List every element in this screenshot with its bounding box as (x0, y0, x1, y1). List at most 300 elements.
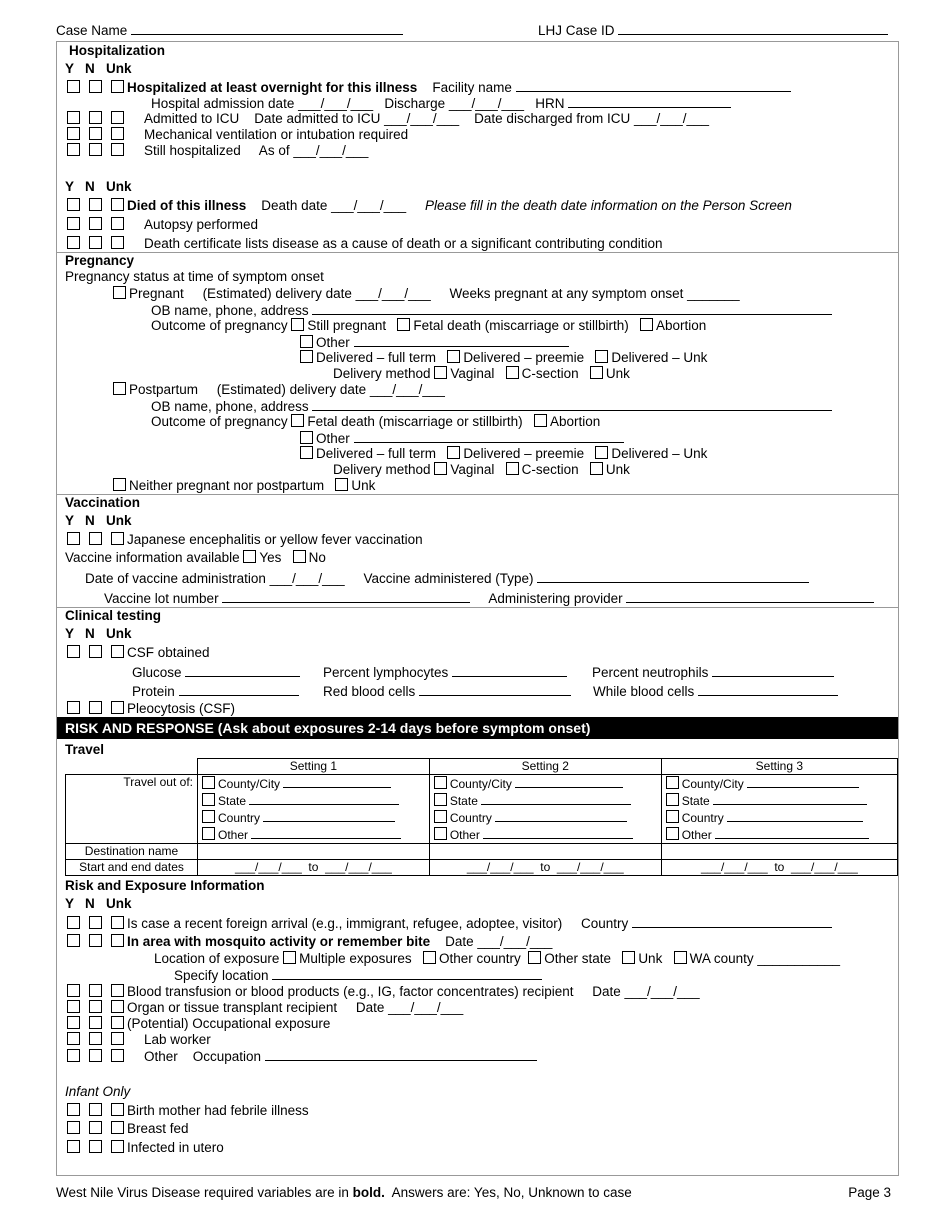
setting-3-options (661, 775, 897, 844)
breast-row (67, 1121, 189, 1137)
case-name-field[interactable] (131, 22, 403, 35)
csf-row (67, 645, 210, 661)
lot-label: Vaccine lot number (104, 591, 219, 606)
location-label: Location of exposure (154, 951, 280, 966)
checkbox[interactable] (89, 645, 102, 658)
abortion-label: Abortion (656, 318, 707, 333)
checkbox[interactable] (202, 827, 215, 840)
breast-label: Breast fed (127, 1121, 189, 1136)
checkbox[interactable] (89, 984, 102, 997)
checkbox[interactable] (67, 111, 80, 124)
still-label: Still hospitalized As of ___/___/___ (144, 143, 369, 158)
ob-label: OB name, phone, address (151, 399, 309, 414)
unk-label: Unk (605, 366, 630, 381)
option-label: Country (218, 811, 261, 825)
infant-title: Infant Only (65, 1084, 131, 1099)
facility-field[interactable] (516, 79, 791, 92)
occupation-field[interactable] (265, 1048, 537, 1061)
je-row (67, 532, 423, 548)
checkbox[interactable] (111, 532, 124, 545)
ob-field[interactable] (312, 398, 832, 411)
vaginal-label: Vaginal (450, 462, 495, 477)
admission-label: Hospital admission date ___/___/___ Discharge ___/___/___ HRN (151, 96, 565, 111)
option-label: Country (681, 811, 724, 825)
option-label: Other (218, 828, 249, 842)
icu-row (67, 111, 709, 127)
dates-field[interactable]: ___/___/___ to ___/___/___ (198, 860, 430, 876)
checkbox[interactable] (300, 335, 313, 348)
blood-label: Blood transfusion or blood products (e.g., IG, factor concentrates) recipient Date ___/___/___ (127, 984, 700, 999)
other-row (300, 334, 569, 351)
vaccine-lot-row (104, 590, 874, 607)
pregnancy-title: Pregnancy (65, 253, 135, 268)
checkbox[interactable] (89, 127, 102, 140)
mosquito-row (67, 934, 552, 950)
delivery-method-label: Delivery method (333, 462, 431, 477)
lab-label: Lab worker (144, 1032, 211, 1047)
vent-row (67, 127, 408, 143)
checkbox[interactable] (622, 951, 635, 964)
full-term-label: Delivered – full term (316, 350, 437, 365)
checkbox[interactable] (67, 80, 80, 93)
died-row (67, 198, 792, 214)
checkbox[interactable] (67, 1032, 80, 1045)
neut-label: Percent neutrophils (592, 665, 709, 680)
neut-row (592, 664, 834, 681)
delivered-unk-label: Delivered – Unk (611, 350, 708, 365)
checkbox[interactable] (111, 198, 124, 211)
other-country-label: Other country (438, 951, 521, 966)
certificate-row (67, 236, 663, 252)
checkbox[interactable] (89, 1032, 102, 1045)
checkbox[interactable] (89, 217, 102, 230)
admission-line (151, 95, 731, 112)
autopsy-label: Autopsy performed (144, 217, 259, 232)
lhj-case-id-field[interactable] (618, 22, 888, 35)
preemie-label: Delivered – preemie (463, 350, 585, 365)
divider (57, 252, 898, 253)
checkbox[interactable] (113, 286, 126, 299)
checkbox[interactable] (67, 1140, 80, 1153)
option-label: State (218, 794, 247, 808)
checkbox[interactable] (67, 143, 80, 156)
febrile-label: Birth mother had febrile illness (127, 1103, 309, 1118)
checkbox[interactable] (89, 701, 102, 714)
option-field[interactable] (481, 792, 631, 805)
checkbox[interactable] (202, 810, 215, 823)
utero-row (67, 1140, 224, 1156)
provider-field[interactable] (626, 590, 874, 603)
country-field[interactable] (632, 915, 832, 928)
checkbox[interactable] (89, 80, 102, 93)
rbc-field[interactable] (419, 683, 571, 696)
outcome-label: Outcome of pregnancy (151, 318, 288, 333)
form-box (56, 41, 899, 1176)
travel-out-label: Travel out of: (66, 775, 198, 844)
vaccine-date-label: Date of vaccine administration ___/___/___ (85, 571, 345, 586)
outcome-row (151, 318, 706, 334)
checkbox[interactable] (67, 934, 80, 947)
ynu-header: Y N Unk (65, 896, 132, 911)
checkbox[interactable] (111, 1049, 124, 1062)
option-field[interactable] (283, 775, 391, 788)
dates-label: Start and end dates (66, 860, 198, 876)
hospitalized-label: Hospitalized at least overnight for this illness (127, 80, 418, 95)
checkbox[interactable] (89, 1049, 102, 1062)
death-note: Please fill in the death date information on the Person Screen (424, 198, 792, 213)
pregnant-label: Pregnant (129, 286, 184, 301)
mosquito-date-label: Date ___/___/___ (445, 934, 553, 949)
provider-label: Administering provider (488, 591, 623, 606)
specify-field[interactable] (272, 967, 542, 980)
csf-label: CSF obtained (127, 645, 210, 660)
lhj-case-id-label: LHJ Case ID (538, 23, 615, 38)
postpartum-label: Postpartum (129, 382, 199, 397)
checkbox[interactable] (300, 446, 313, 459)
checkbox[interactable] (89, 143, 102, 156)
option-field[interactable] (715, 826, 869, 839)
checkbox[interactable] (67, 1103, 80, 1116)
checkbox[interactable] (113, 382, 126, 395)
yes-label: Yes (259, 550, 282, 565)
fetal-death-label: Fetal death (miscarriage or stillbirth) (307, 414, 523, 429)
checkbox[interactable] (447, 446, 460, 459)
multiple-label: Multiple exposures (299, 951, 412, 966)
icu-label: Admitted to ICU Date admitted to ICU ___/___/___ Date discharged from ICU ___/___/___ (144, 111, 710, 126)
checkbox[interactable] (434, 462, 447, 475)
option-field[interactable] (263, 809, 395, 822)
hospitalization-title: Hospitalization (69, 43, 166, 58)
checkbox[interactable] (67, 984, 80, 997)
option-label: Other (681, 828, 712, 842)
destination-field[interactable] (429, 844, 661, 860)
autopsy-row (67, 217, 258, 233)
divider (57, 607, 898, 608)
checkbox[interactable] (111, 701, 124, 714)
checkbox[interactable] (111, 645, 124, 658)
checkbox[interactable] (293, 550, 306, 563)
pleo-row (67, 701, 235, 717)
checkbox[interactable] (67, 217, 80, 230)
rbc-row (323, 683, 571, 700)
checkbox[interactable] (111, 1016, 124, 1029)
checkbox[interactable] (423, 951, 436, 964)
hrn-field[interactable] (568, 95, 731, 108)
weeks-label: Weeks pregnant at any symptom onset _______ (449, 286, 740, 301)
checkbox[interactable] (640, 318, 653, 331)
option-field[interactable] (713, 792, 867, 805)
fetal-death-label: Fetal death (miscarriage or stillbirth) (413, 318, 629, 333)
travel-title: Travel (65, 742, 105, 757)
checkbox[interactable] (447, 350, 460, 363)
checkbox[interactable] (89, 1121, 102, 1134)
checkbox[interactable] (202, 793, 215, 806)
lot-field[interactable] (222, 590, 470, 603)
protein-field[interactable] (179, 683, 299, 696)
dates-field[interactable]: ___/___/___ to ___/___/___ (661, 860, 897, 876)
other-field[interactable] (354, 334, 569, 347)
protein-row (132, 683, 299, 700)
checkbox[interactable] (595, 446, 608, 459)
option-field[interactable] (515, 775, 623, 788)
case-name-label: Case Name (56, 23, 128, 38)
checkbox[interactable] (534, 414, 547, 427)
risk-response-bar: RISK AND RESPONSE (Ask about exposures 2-14 days before symptom onset) (57, 717, 898, 739)
checkbox[interactable] (111, 984, 124, 997)
ob-row (151, 302, 832, 319)
utero-label: Infected in utero (127, 1140, 224, 1155)
option-field[interactable] (251, 826, 401, 839)
vaccine-date-row (85, 570, 809, 587)
glucose-field[interactable] (185, 664, 300, 677)
footer-answers: Answers are: Yes, No, Unknown to case (384, 1185, 632, 1200)
footer (56, 1185, 893, 1200)
protein-label: Protein (132, 684, 175, 699)
checkbox[interactable] (111, 111, 124, 124)
checkbox[interactable] (674, 951, 687, 964)
other-state-label: Other state (544, 951, 612, 966)
checkbox[interactable] (111, 127, 124, 140)
option-label: Country (449, 811, 492, 825)
checkbox[interactable] (666, 827, 679, 840)
rbc-label: Red blood cells (323, 684, 416, 699)
ynu-header: Y N Unk (65, 61, 132, 76)
lymph-field[interactable] (452, 664, 567, 677)
organ-label: Organ or tissue transplant recipient Date ___/___/___ (127, 1000, 464, 1015)
checkbox[interactable] (300, 431, 313, 444)
delivery-method-row (333, 366, 630, 382)
checkbox[interactable] (89, 1000, 102, 1013)
unk-label: Unk (638, 951, 663, 966)
no-label: No (308, 550, 326, 565)
checkbox[interactable] (111, 1032, 124, 1045)
pregnant-row (113, 286, 740, 302)
checkbox[interactable] (111, 916, 124, 929)
occupational-label: (Potential) Occupational exposure (127, 1016, 331, 1031)
divider (57, 494, 898, 495)
checkbox[interactable] (111, 143, 124, 156)
csection-label: C-section (521, 462, 579, 477)
checkbox[interactable] (67, 236, 80, 249)
setting-header: Setting 1 (198, 759, 430, 775)
glucose-label: Glucose (132, 665, 182, 680)
option-label: State (449, 794, 478, 808)
other-label: Other (316, 431, 350, 446)
ynu-header: Y N Unk (65, 626, 132, 641)
checkbox[interactable] (89, 236, 102, 249)
lymph-row (323, 664, 567, 681)
checkbox[interactable] (111, 1103, 124, 1116)
pleo-label: Pleocytosis (CSF) (127, 701, 236, 716)
checkbox[interactable] (111, 1000, 124, 1013)
organ-row (67, 1000, 463, 1016)
still-row (67, 143, 368, 159)
pregnancy-status: Pregnancy status at time of symptom onset (65, 269, 324, 284)
destination-field[interactable] (198, 844, 430, 860)
checkbox[interactable] (67, 127, 80, 140)
delivery-date-label: (Estimated) delivery date ___/___/___ (202, 286, 431, 301)
checkbox[interactable] (89, 1016, 102, 1029)
checkbox[interactable] (67, 1000, 80, 1013)
checkbox[interactable] (434, 793, 447, 806)
checkbox[interactable] (590, 462, 603, 475)
checkbox[interactable] (89, 532, 102, 545)
checkbox[interactable] (666, 776, 679, 789)
checkbox[interactable] (434, 827, 447, 840)
outcome-row (151, 414, 600, 430)
header (56, 22, 893, 40)
febrile-row (67, 1103, 309, 1119)
checkbox[interactable] (595, 350, 608, 363)
option-field[interactable] (483, 826, 633, 839)
checkbox[interactable] (506, 366, 519, 379)
certificate-label: Death certificate lists disease as a cause of death or a significant contributing condition (144, 236, 663, 251)
dates-field[interactable]: ___/___/___ to ___/___/___ (429, 860, 661, 876)
vaccination-title: Vaccination (65, 495, 141, 510)
other-occ-row (67, 1048, 537, 1065)
neither-row (113, 478, 375, 494)
setting-header: Setting 2 (429, 759, 661, 775)
foreign-label: Is case a recent foreign arrival (e.g., immigrant, refugee, adoptee, visitor) Country (127, 916, 629, 931)
setting-header: Setting 3 (661, 759, 897, 775)
checkbox[interactable] (434, 776, 447, 789)
checkbox[interactable] (111, 217, 124, 230)
vaccine-type-field[interactable] (537, 570, 809, 583)
checkbox[interactable] (89, 111, 102, 124)
foreign-row (67, 915, 832, 932)
other-field[interactable] (354, 430, 624, 443)
full-term-label: Delivered – full term (316, 446, 437, 461)
checkbox[interactable] (300, 350, 313, 363)
checkbox[interactable] (291, 318, 304, 331)
checkbox[interactable] (89, 916, 102, 929)
checkbox[interactable] (89, 1140, 102, 1153)
checkbox[interactable] (89, 1103, 102, 1116)
checkbox[interactable] (111, 934, 124, 947)
setting-1-options (198, 775, 430, 844)
footer-bold: bold. (352, 1185, 385, 1200)
checkbox[interactable] (243, 550, 256, 563)
checkbox[interactable] (67, 1016, 80, 1029)
checkbox[interactable] (89, 934, 102, 947)
checkbox[interactable] (111, 236, 124, 249)
checkbox[interactable] (666, 810, 679, 823)
ob-label: OB name, phone, address (151, 303, 309, 318)
checkbox[interactable] (590, 366, 603, 379)
hospitalized-row (67, 79, 791, 96)
ob-field[interactable] (312, 302, 832, 315)
checkbox[interactable] (67, 532, 80, 545)
checkbox[interactable] (291, 414, 304, 427)
checkbox[interactable] (335, 478, 348, 491)
delivered-row (300, 350, 707, 366)
facility-label: Facility name (432, 80, 512, 95)
vaccine-info-row (65, 550, 326, 566)
postpartum-row (113, 382, 445, 398)
unk-label: Unk (605, 462, 630, 477)
neut-field[interactable] (712, 664, 834, 677)
page-number: Page 3 (848, 1185, 891, 1200)
checkbox[interactable] (67, 198, 80, 211)
checkbox[interactable] (434, 810, 447, 823)
checkbox[interactable] (111, 1121, 124, 1134)
je-label: Japanese encephalitis or yellow fever vaccination (127, 532, 423, 547)
blood-row (67, 984, 700, 1000)
other-row (300, 430, 624, 447)
checkbox[interactable] (111, 80, 124, 93)
checkbox[interactable] (113, 478, 126, 491)
lab-row (67, 1032, 211, 1048)
ynu-header: Y N Unk (65, 179, 132, 194)
destination-label: Destination name (66, 844, 198, 860)
checkbox[interactable] (666, 793, 679, 806)
wa-county-label: WA county ___________ (689, 951, 840, 966)
rei-title: Risk and Exposure Information (65, 878, 265, 893)
option-field[interactable] (495, 809, 627, 822)
died-label: Died of this illness (127, 198, 247, 213)
mosquito-label: In area with mosquito activity or remember bite (127, 934, 431, 949)
option-field[interactable] (249, 792, 399, 805)
checkbox[interactable] (111, 1140, 124, 1153)
checkbox[interactable] (202, 776, 215, 789)
lymph-label: Percent lymphocytes (323, 665, 449, 680)
other-label: Other (316, 335, 350, 350)
checkbox[interactable] (67, 645, 80, 658)
option-label: County/City (681, 777, 744, 791)
vaginal-label: Vaginal (450, 366, 495, 381)
wbc-field[interactable] (698, 683, 838, 696)
checkbox[interactable] (89, 198, 102, 211)
death-date-label: Death date ___/___/___ (261, 198, 407, 213)
ob-row (151, 398, 832, 415)
delivery-method-label: Delivery method (333, 366, 431, 381)
checkbox[interactable] (67, 916, 80, 929)
vaccine-info-label: Vaccine information available (65, 550, 240, 565)
pp-delivery-date-label: (Estimated) delivery date ___/___/___ (216, 382, 445, 397)
travel-table (65, 758, 898, 876)
checkbox[interactable] (506, 462, 519, 475)
checkbox[interactable] (283, 951, 296, 964)
option-field[interactable] (727, 809, 863, 822)
location-row (154, 951, 840, 967)
unk-label: Unk (351, 478, 376, 493)
vent-label: Mechanical ventilation or intubation required (144, 127, 409, 142)
setting-2-options (429, 775, 661, 844)
ynu-header: Y N Unk (65, 513, 132, 528)
still-pregnant-label: Still pregnant (307, 318, 387, 333)
checkbox[interactable] (434, 366, 447, 379)
table-corner (66, 759, 198, 775)
option-label: Other (449, 828, 480, 842)
checkbox[interactable] (67, 1121, 80, 1134)
checkbox[interactable] (528, 951, 541, 964)
glucose-row (132, 664, 300, 681)
wbc-row (593, 683, 838, 700)
clinical-title: Clinical testing (65, 608, 162, 623)
option-label: State (681, 794, 710, 808)
footer-text: West Nile Virus Disease required variables are in (56, 1185, 353, 1200)
csection-label: C-section (521, 366, 579, 381)
checkbox[interactable] (397, 318, 410, 331)
neither-label: Neither pregnant nor postpartum (129, 478, 325, 493)
checkbox[interactable] (67, 1049, 80, 1062)
delivered-unk-label: Delivered – Unk (611, 446, 708, 461)
delivery-method-row (333, 462, 630, 478)
checkbox[interactable] (67, 701, 80, 714)
option-field[interactable] (747, 775, 859, 788)
specify-row (174, 967, 542, 984)
destination-field[interactable] (661, 844, 897, 860)
